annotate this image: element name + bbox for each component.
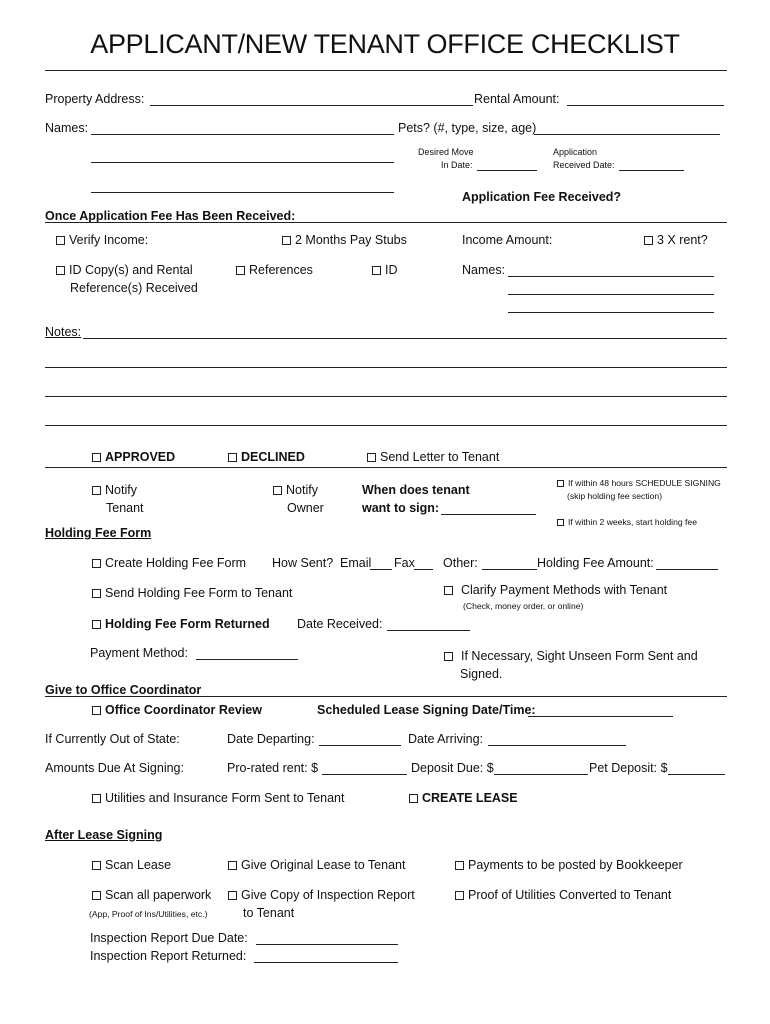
pets-field[interactable] <box>534 134 720 135</box>
pet-deposit-label: Pet Deposit: $ <box>589 761 668 775</box>
amounts-due-label: Amounts Due At Signing: <box>45 761 184 775</box>
three-x-rent-label: 3 X rent? <box>657 233 708 247</box>
give-original-item[interactable] <box>228 858 405 874</box>
notes-line-4[interactable] <box>45 425 727 426</box>
payments-label: Payments to be posted by Bookkeeper <box>468 858 683 872</box>
declined-label: DECLINED <box>241 450 305 464</box>
send-holding-item[interactable] <box>92 586 292 602</box>
proof-util-item[interactable] <box>455 888 671 904</box>
pet-deposit-field[interactable] <box>668 774 725 775</box>
clarify-label: Clarify Payment Methods with Tenant <box>461 583 668 597</box>
notify-owner-label: Notify <box>286 483 318 497</box>
references-label: References <box>249 263 313 277</box>
out-of-state-label: If Currently Out of State: <box>45 732 180 746</box>
other-label: Other: <box>443 556 478 570</box>
app-received-date-label: Received Date: <box>553 160 615 170</box>
scan-all-item[interactable] <box>92 888 211 904</box>
departing-field[interactable] <box>319 745 401 746</box>
notes-line-1[interactable] <box>83 338 727 339</box>
fee-section-rule <box>45 222 727 223</box>
id-copy-item[interactable] <box>56 263 193 279</box>
coordinator-heading: Give to Office Coordinator <box>45 683 202 697</box>
id-label: ID <box>385 263 398 277</box>
notify-tenant-label: Notify <box>105 483 137 497</box>
pay-stubs-item[interactable] <box>282 233 407 249</box>
coordinator-rule <box>45 696 727 697</box>
clarify-item[interactable] <box>444 583 667 599</box>
references-item[interactable] <box>236 263 313 279</box>
payment-method-label: Payment Method: <box>90 646 188 660</box>
payments-item[interactable] <box>455 858 683 874</box>
review-label: Office Coordinator Review <box>105 703 262 717</box>
email-field[interactable] <box>370 569 392 570</box>
date-received-field[interactable] <box>387 630 470 631</box>
how-sent-label: How Sent? <box>272 556 334 570</box>
scheduled-label: Scheduled Lease Signing Date/Time: <box>317 703 536 717</box>
id-item[interactable] <box>372 263 398 279</box>
other-field[interactable] <box>482 569 537 570</box>
declined-item[interactable] <box>228 450 305 466</box>
give-original-checkbox[interactable] <box>228 861 237 870</box>
rental-amount-field[interactable] <box>567 105 724 106</box>
desired-move-label: Desired Move <box>418 147 474 157</box>
create-lease-checkbox[interactable] <box>409 794 418 803</box>
create-holding-item[interactable] <box>92 556 246 572</box>
within-48-sub: (skip holding fee section) <box>567 491 663 501</box>
insp-due-label: Inspection Report Due Date: <box>90 931 248 945</box>
pay-stubs-label: 2 Months Pay Stubs <box>295 233 407 247</box>
clarify-sub: (Check, money order, or online) <box>463 601 584 611</box>
within-48-item[interactable] <box>557 478 721 489</box>
when-sign-field[interactable] <box>441 514 536 515</box>
when-sign-label-2: want to sign: <box>362 501 440 515</box>
scheduled-field[interactable] <box>528 716 673 717</box>
notes-label: Notes: <box>45 325 82 339</box>
send-letter-checkbox[interactable] <box>367 453 376 462</box>
scan-all-label: Scan all paperwork <box>105 888 212 902</box>
fax-field[interactable] <box>414 569 433 570</box>
create-holding-checkbox[interactable] <box>92 559 101 568</box>
within-48-checkbox[interactable] <box>557 480 564 487</box>
names-label: Names: <box>45 121 89 135</box>
payments-checkbox[interactable] <box>455 861 464 870</box>
proof-util-label: Proof of Utilities Converted to Tenant <box>468 888 672 902</box>
create-lease-item[interactable] <box>409 791 518 807</box>
create-lease-label: CREATE LEASE <box>422 791 518 805</box>
returned-item[interactable] <box>92 617 270 633</box>
approved-checkbox[interactable] <box>92 453 101 462</box>
notify-tenant-checkbox[interactable] <box>92 486 101 495</box>
within-2wk-item[interactable] <box>557 517 697 528</box>
declined-checkbox[interactable] <box>228 453 237 462</box>
page-title: APPLICANT/NEW TENANT OFFICE CHECKLIST <box>90 29 680 59</box>
deposit-label: Deposit Due: $ <box>411 761 494 775</box>
fax-label: Fax <box>394 556 415 570</box>
three-x-rent-item[interactable] <box>644 233 708 249</box>
desired-move-date-label: In Date: <box>441 160 473 170</box>
title-divider <box>45 70 727 71</box>
names-field-2[interactable] <box>91 162 394 163</box>
notify-owner-item[interactable] <box>273 483 318 499</box>
application-label: Application <box>553 147 598 157</box>
names-field-3[interactable] <box>91 192 394 193</box>
insp-returned-label: Inspection Report Returned: <box>90 949 247 963</box>
scan-lease-checkbox[interactable] <box>92 861 101 870</box>
send-holding-checkbox[interactable] <box>92 589 101 598</box>
scan-lease-label: Scan Lease <box>105 858 172 872</box>
fee-names-field-2[interactable] <box>508 294 714 295</box>
give-copy-checkbox[interactable] <box>228 891 237 900</box>
sight-unseen-label-2: Signed. <box>460 667 503 681</box>
departing-label: Date Departing: <box>227 732 315 746</box>
notify-owner-label-2: Owner <box>287 501 324 515</box>
approved-label: APPROVED <box>105 450 176 464</box>
sight-unseen-checkbox[interactable] <box>444 652 453 661</box>
date-received-label: Date Received: <box>297 617 383 631</box>
holding-amount-field[interactable] <box>656 569 718 570</box>
app-received-date-field[interactable] <box>619 170 684 171</box>
within-48-label: If within 48 hours SCHEDULE SIGNING <box>568 478 721 488</box>
id-copy-checkbox[interactable] <box>56 266 65 275</box>
fee-names-field-1[interactable] <box>508 276 714 277</box>
property-address-field[interactable] <box>150 105 473 106</box>
scan-all-checkbox[interactable] <box>92 891 101 900</box>
verify-income-checkbox[interactable] <box>56 236 65 245</box>
proof-util-checkbox[interactable] <box>455 891 464 900</box>
clarify-checkbox[interactable] <box>444 586 453 595</box>
give-copy-label-2: to Tenant <box>243 906 295 920</box>
send-letter-label: Send Letter to Tenant <box>380 450 500 464</box>
arriving-label: Date Arriving: <box>408 732 484 746</box>
notify-owner-checkbox[interactable] <box>273 486 282 495</box>
verify-income-label: Verify Income: <box>69 233 149 247</box>
notify-tenant-label-2: Tenant <box>106 501 144 515</box>
pay-stubs-checkbox[interactable] <box>282 236 291 245</box>
scan-lease-item[interactable] <box>92 858 171 874</box>
id-copy-label: ID Copy(s) and Rental <box>69 263 193 277</box>
send-letter-item[interactable] <box>367 450 499 466</box>
prorated-label: Pro-rated rent: $ <box>227 761 319 775</box>
within-2wk-label: If within 2 weeks, start holding fee <box>568 517 697 527</box>
deposit-field[interactable] <box>494 774 588 775</box>
verify-income-item[interactable] <box>56 233 148 249</box>
prorated-field[interactable] <box>322 774 407 775</box>
utilities-checkbox[interactable] <box>92 794 101 803</box>
notes-line-3[interactable] <box>45 396 727 397</box>
give-copy-label: Give Copy of Inspection Report <box>241 888 415 902</box>
id-checkbox[interactable] <box>372 266 381 275</box>
holding-amount-label: Holding Fee Amount: <box>537 556 654 570</box>
fee-names-field-3[interactable] <box>508 312 714 313</box>
arriving-field[interactable] <box>488 745 626 746</box>
decision-rule <box>45 467 727 468</box>
scan-all-sub: (App, Proof of Ins/Utilities, etc.) <box>89 909 208 919</box>
within-2wk-checkbox[interactable] <box>557 519 564 526</box>
when-sign-label: When does tenant <box>362 483 470 497</box>
holding-heading: Holding Fee Form <box>45 526 152 540</box>
after-heading: After Lease Signing <box>45 828 163 842</box>
review-item[interactable] <box>92 703 262 719</box>
names-field-1[interactable] <box>91 134 394 135</box>
returned-checkbox[interactable] <box>92 620 101 629</box>
approved-item[interactable] <box>92 450 175 466</box>
utilities-item[interactable] <box>92 791 344 807</box>
pets-label: Pets? (#, type, size, age) <box>398 121 537 135</box>
payment-method-field[interactable] <box>196 659 298 660</box>
app-fee-received-label: Application Fee Received? <box>462 190 622 204</box>
rental-amount-label: Rental Amount: <box>474 92 560 106</box>
send-holding-label: Send Holding Fee Form to Tenant <box>105 586 293 600</box>
property-address-label: Property Address: <box>45 92 145 106</box>
create-holding-label: Create Holding Fee Form <box>105 556 247 570</box>
notes-line-2[interactable] <box>45 367 727 368</box>
sight-unseen-label: If Necessary, Sight Unseen Form Sent and <box>461 649 698 663</box>
notify-tenant-item[interactable] <box>92 483 137 499</box>
utilities-label: Utilities and Insurance Form Sent to Tenant <box>105 791 345 805</box>
review-checkbox[interactable] <box>92 706 101 715</box>
email-label: Email <box>340 556 372 570</box>
three-x-rent-checkbox[interactable] <box>644 236 653 245</box>
give-copy-item[interactable] <box>228 888 415 904</box>
desired-move-date-field[interactable] <box>477 170 537 171</box>
insp-returned-field[interactable] <box>254 962 398 963</box>
insp-due-field[interactable] <box>256 944 398 945</box>
sight-unseen-item[interactable] <box>444 649 698 665</box>
fee-names-label: Names: <box>462 263 506 277</box>
references-checkbox[interactable] <box>236 266 245 275</box>
returned-label: Holding Fee Form Returned <box>105 617 270 631</box>
income-amount-label: Income Amount: <box>462 233 553 247</box>
id-copy-label-2: Reference(s) Received <box>70 281 198 295</box>
give-original-label: Give Original Lease to Tenant <box>241 858 406 872</box>
fee-section-heading: Once Application Fee Has Been Received: <box>45 209 296 223</box>
